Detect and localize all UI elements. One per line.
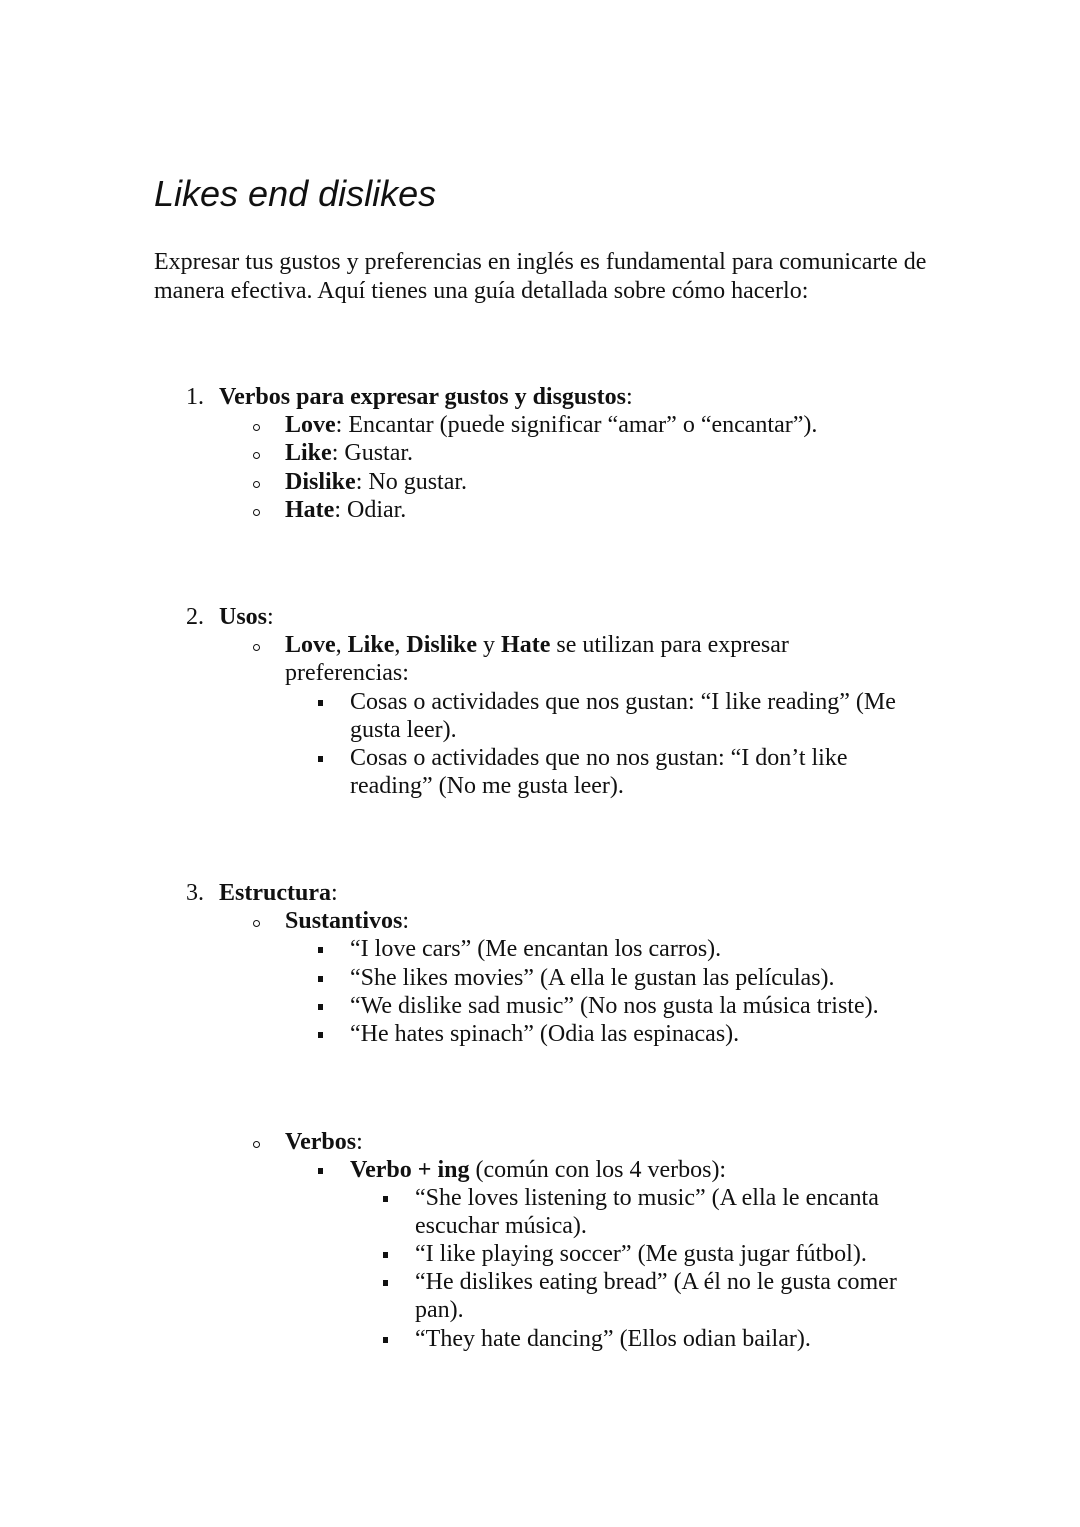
list-item: “She loves listening to music” (A ella le encanta escuchar música).: [415, 1185, 879, 1239]
list-item: Cosas o actividades que no nos gustan: “I don’t like reading” (No me gusta leer).: [350, 745, 848, 799]
square-bullet-icon: [318, 947, 323, 953]
circle-bullet-icon: [253, 424, 260, 431]
square-bullet-icon: [383, 1280, 388, 1286]
circle-bullet-icon: [253, 920, 260, 927]
section-number: 2.: [186, 604, 204, 630]
list-item: “I like playing soccer” (Me gusta jugar fútbol).: [415, 1241, 867, 1267]
list-item: Hate: Odiar.: [285, 497, 407, 523]
square-bullet-icon: [383, 1252, 388, 1258]
list-item: Dislike: No gustar.: [285, 469, 468, 495]
section-number: 1.: [186, 384, 204, 410]
list-item: Love: Encantar (puede significar “amar” o “encantar”).: [285, 412, 818, 438]
subsection-heading: Verbos:: [285, 1129, 363, 1155]
list-item: “She likes movies” (A ella le gustan las películas).: [350, 965, 835, 991]
circle-bullet-icon: [253, 452, 260, 459]
square-bullet-icon: [383, 1337, 388, 1343]
page-title: Likes end dislikes: [154, 173, 437, 214]
square-bullet-icon: [318, 976, 323, 982]
list-item: “They hate dancing” (Ellos odian bailar).: [415, 1326, 811, 1352]
list-item: Like: Gustar.: [285, 440, 414, 466]
circle-bullet-icon: [253, 509, 260, 516]
list-item: “He dislikes eating bread” (A él no le gusta comer pan).: [415, 1269, 897, 1323]
subsection-heading: Sustantivos:: [285, 908, 410, 934]
square-bullet-icon: [318, 1168, 323, 1174]
circle-bullet-icon: [253, 481, 260, 488]
list-item: Love, Like, Dislike y Hate se utilizan para expresar preferencias:: [285, 632, 789, 686]
list-item: “He hates spinach” (Odia las espinacas).: [350, 1021, 740, 1047]
circle-bullet-icon: [253, 644, 260, 651]
square-bullet-icon: [318, 1032, 323, 1038]
section-heading: Verbos para expresar gustos y disgustos:: [219, 384, 633, 410]
section-heading: Usos:: [219, 604, 274, 630]
square-bullet-icon: [318, 700, 323, 706]
list-item: Cosas o actividades que nos gustan: “I like reading” (Me gusta leer).: [350, 689, 896, 743]
circle-bullet-icon: [253, 1141, 260, 1148]
section-number: 3.: [186, 880, 204, 906]
section-heading: Estructura:: [219, 880, 338, 906]
square-bullet-icon: [383, 1196, 388, 1202]
list-item: “We dislike sad music” (No nos gusta la música triste).: [350, 993, 879, 1019]
list-item: “I love cars” (Me encantan los carros).: [350, 936, 722, 962]
square-bullet-icon: [318, 756, 323, 762]
list-item: Verbo + ing (común con los 4 verbos):: [350, 1157, 727, 1183]
intro-paragraph: Expresar tus gustos y preferencias en inglés es fundamental para comunicarte de manera efectiva. Aquí tienes una guía detallada sobre cómo hacerlo:: [154, 249, 927, 304]
square-bullet-icon: [318, 1004, 323, 1010]
